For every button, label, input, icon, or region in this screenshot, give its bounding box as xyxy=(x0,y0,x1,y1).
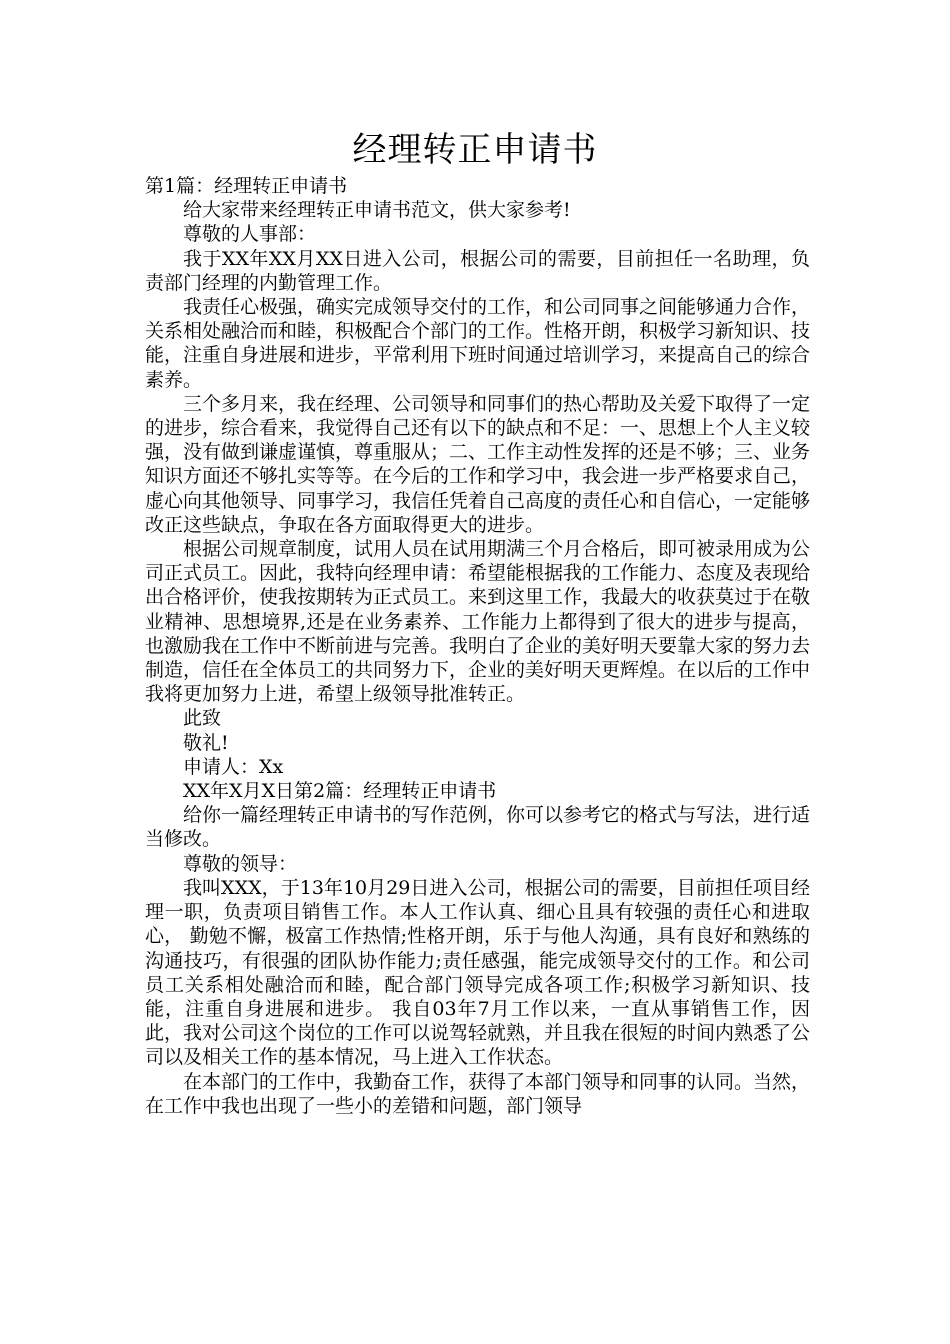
salutation: 尊敬的人事部： xyxy=(183,223,317,246)
paragraph: 我责任心极强，确实完成领导交付的工作，和公司同事之间能够通力合作，关系相处融洽而和睦，积极配合个部门的工作。性格开朗，积极学习新知识、技能，注重自身进展和进步，平常利用下班时间通过培训学习，来提高自己的综合素养。 xyxy=(145,296,811,391)
paragraph: 在本部门的工作中，我勤奋工作，获得了本部门领导和同事的认同。当然，在工作中我也出现了一些小的差错和问题，部门领导 xyxy=(145,1070,811,1117)
salutation: 尊敬的领导： xyxy=(183,852,298,875)
paragraph: 三个多月来，我在经理、公司领导和同事们的热心帮助及关爱下取得了一定的进步，综合看来，我觉得自己还有以下的缺点和不足：一、思想上个人主义较强，没有做到谦虚谨慎，尊重服从；二、工作主动性发挥的还是不够；三、业务知识方面还不够扎实等等。在今后的工作和学习中，我会进一步严格要求自己，虚心向其他领导、同事学习，我信任凭着自己高度的责任心和自信心，一定能够改正这些缺点，争取在各方面取得更大的进步。 xyxy=(145,392,811,536)
closing-line: 此致 xyxy=(183,707,222,730)
document-body xyxy=(145,174,810,1118)
document-title: 经理转正申请书 xyxy=(352,130,598,170)
paragraph: 我叫XXX，于13年10月29日进入公司，根据公司的需要，目前担任项目经理一职，负责项目销售工作。本人工作认真、细心且具有较强的责任心和进取心， 勤勉不懈，极富工作热情;性格开朗，乐于与他人沟通，具有良好和熟练的沟通技巧，有很强的团队协作能力;责任感强，能完成领导交付的工作。和公司员工关系相处融洽而和睦，配合部门领导完成各项工作;积极学习新知识、技能，注重自身进展和进步。 我自03年7月工作以来，一直从事销售工作，因此，我对公司这个岗位的工作可以说驾轻就熟，并且我在很短的时间内熟悉了公司以及相关工作的基本情况，马上进入工作状态。 xyxy=(145,876,811,1069)
signature-line: 申请人：Xx xyxy=(183,755,284,778)
date-and-section-heading: XX年X月X日第2篇：经理转正申请书 xyxy=(183,780,497,803)
closing-line: 敬礼! xyxy=(183,731,229,754)
paragraph: 根据公司规章制度，试用人员在试用期满三个月合格后，即可被录用成为公司正式员工。因此，我特向经理申请：希望能根据我的工作能力、态度及表现给出合格评价，使我按期转为正式员工。来到这里工作，我最大的收获莫过于在敬业精神、思想境界,还是在业务素养、工作能力上都得到了很大的进步与提高，也激励我在工作中不断前进与完善。我明白了企业的美好明天要靠大家的努力去制造，信任在全体员工的共同努力下，企业的美好明天更辉煌。在以后的工作中我将更加努力上进，希望上级领导批准转正。 xyxy=(145,538,811,706)
paragraph: 给你一篇经理转正申请书的写作范例，你可以参考它的格式与写法，进行适当修改。 xyxy=(145,804,811,851)
paragraph: 给大家带来经理转正申请书范文，供大家参考! xyxy=(183,199,571,222)
section-heading: 第1篇：经理转正申请书 xyxy=(145,175,348,197)
paragraph: 我于XX年XX月XX日进入公司，根据公司的需要，目前担任一名助理，负责部门经理的内勤管理工作。 xyxy=(145,247,810,294)
